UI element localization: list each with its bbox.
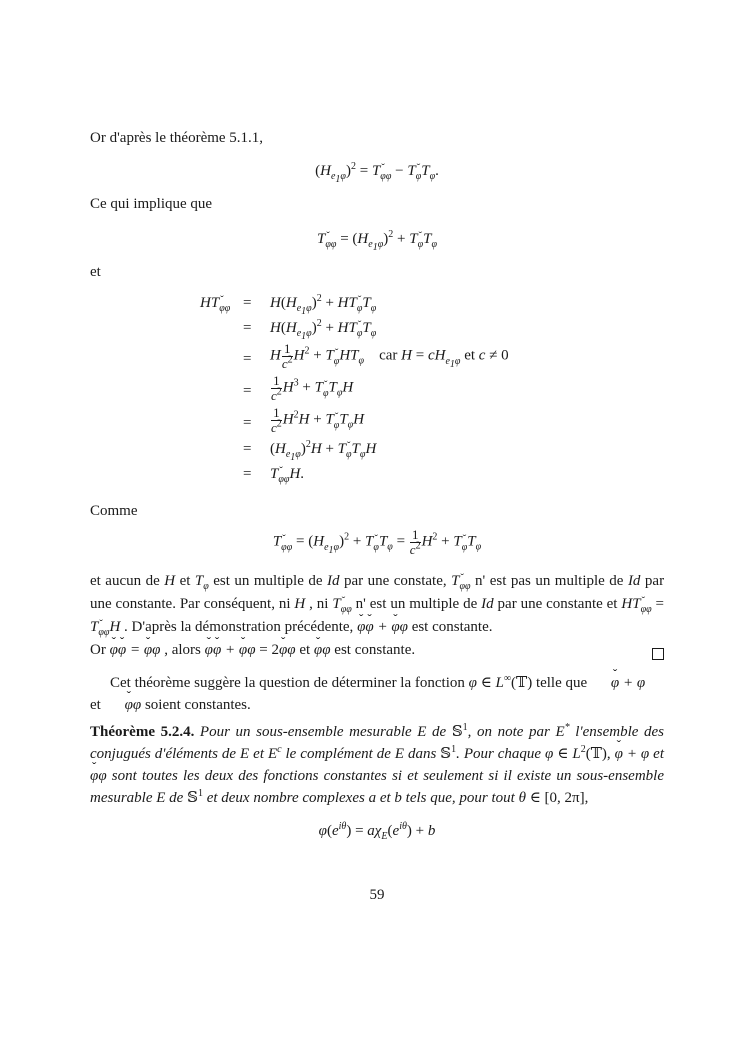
align-row: = $H(H_{e_1\varphi})^2 + HT_\varphi T_\varphi$ — [243, 318, 377, 342]
aligned-equations — [200, 292, 660, 488]
equation-3: $T_{\varphi\varphi} = (H_{e_1\varphi})^2 + T_\varphi T_\varphi$ = $\frac{1}{c^2}$ $H^2 + T_\varphi T_\varphi$ — [272, 527, 482, 557]
equation-4: $\varphi(e^{i\theta}) = a\chi_E(e^{i\theta}) + b$ — [318, 821, 436, 842]
align-row: = $(H_{e_1\varphi})^2H + T_\varphi T_\varphi H$ — [243, 439, 377, 463]
text-line: et — [90, 264, 101, 280]
text-line: Comme — [90, 503, 138, 519]
theorem-5-2-4: Théorème 5.2.4. Pour un sous-ensemble mesurable E de 𝕊$^1$, on note par E* l'ensemble des conjugués d'éléments de E et $E^c$ le complément de E dans 𝕊$^1$. Pour chaque φ ∈ $L^2(𝕋)$, ˇ φ + φ et ˇ φφ sont toutes les deux des fonctions constantes si et seulement si il existe un sous-ensemble mesurable E de 𝕊$^1$ et deux nombre complexes a et b tels que, pour tout θ ∈ [0, 2π], — [90, 721, 664, 809]
equation-1: $(H_{e_1\varphi})^2 = T_{\varphi\varphi} - T_\varphi T_\varphi$. — [315, 161, 439, 185]
align-row: = $\frac{1}{c^2}$ $H^3 + T_\varphi T_\varphi H$ — [243, 373, 354, 403]
paragraph-1: et aucun de H et $T_\varphi$ est un multiple de Id par une constate, $T_{\varphi\varphi}$ n' est pas un multiple de Id par une constante. Par conséquent, ni H , ni $T_{\varphi\varphi}$ n' est un multiple de Id par une constante et $HT_{\varphi\varphi} = T_{\varphi\varphi}H$ . D'après la démonstration précédente, ˇ φˇ φ + ˇ φφ est constante. Or ˇ φˇ φ = ˇ φφ , alors ˇ φˇ φ + ˇ φφ = 2ˇ φφ et ˇ φφ est constante. — [90, 570, 664, 662]
equation-2: $T_{\varphi\varphi} = (H_{e_1\varphi})^2 + T_\varphi T_\varphi$ — [317, 229, 437, 253]
align-row: = $T_{\varphi\varphi}H$. — [243, 466, 305, 485]
page-number: 59 — [369, 887, 385, 903]
align-row: = $\frac{1}{c^2}$ $H^2H + T_\varphi T_\varphi H$ — [243, 405, 365, 435]
align-row: $HT_{\varphi\varphi}$ = $H(H_{e_1\varphi})^2 + HT_\varphi T_\varphi$ — [200, 293, 377, 317]
align-row: = H $\frac{1}{c^2}$ $H^2 + T_\varphi HT_\varphi$ car $H = cH_{e_1\varphi}$ et c ≠ 0 — [243, 341, 509, 371]
qed-square — [652, 648, 664, 660]
paragraph-2: Cet théorème suggère la question de déterminer la fonction φ ∈ L∞(𝕋) telle que ˇ φ + φ et ˇ φφ soient constantes. — [90, 672, 664, 716]
text-line: Or d'après le théorème 5.1.1, — [90, 130, 264, 146]
text-line: Ce qui implique que — [90, 196, 213, 212]
